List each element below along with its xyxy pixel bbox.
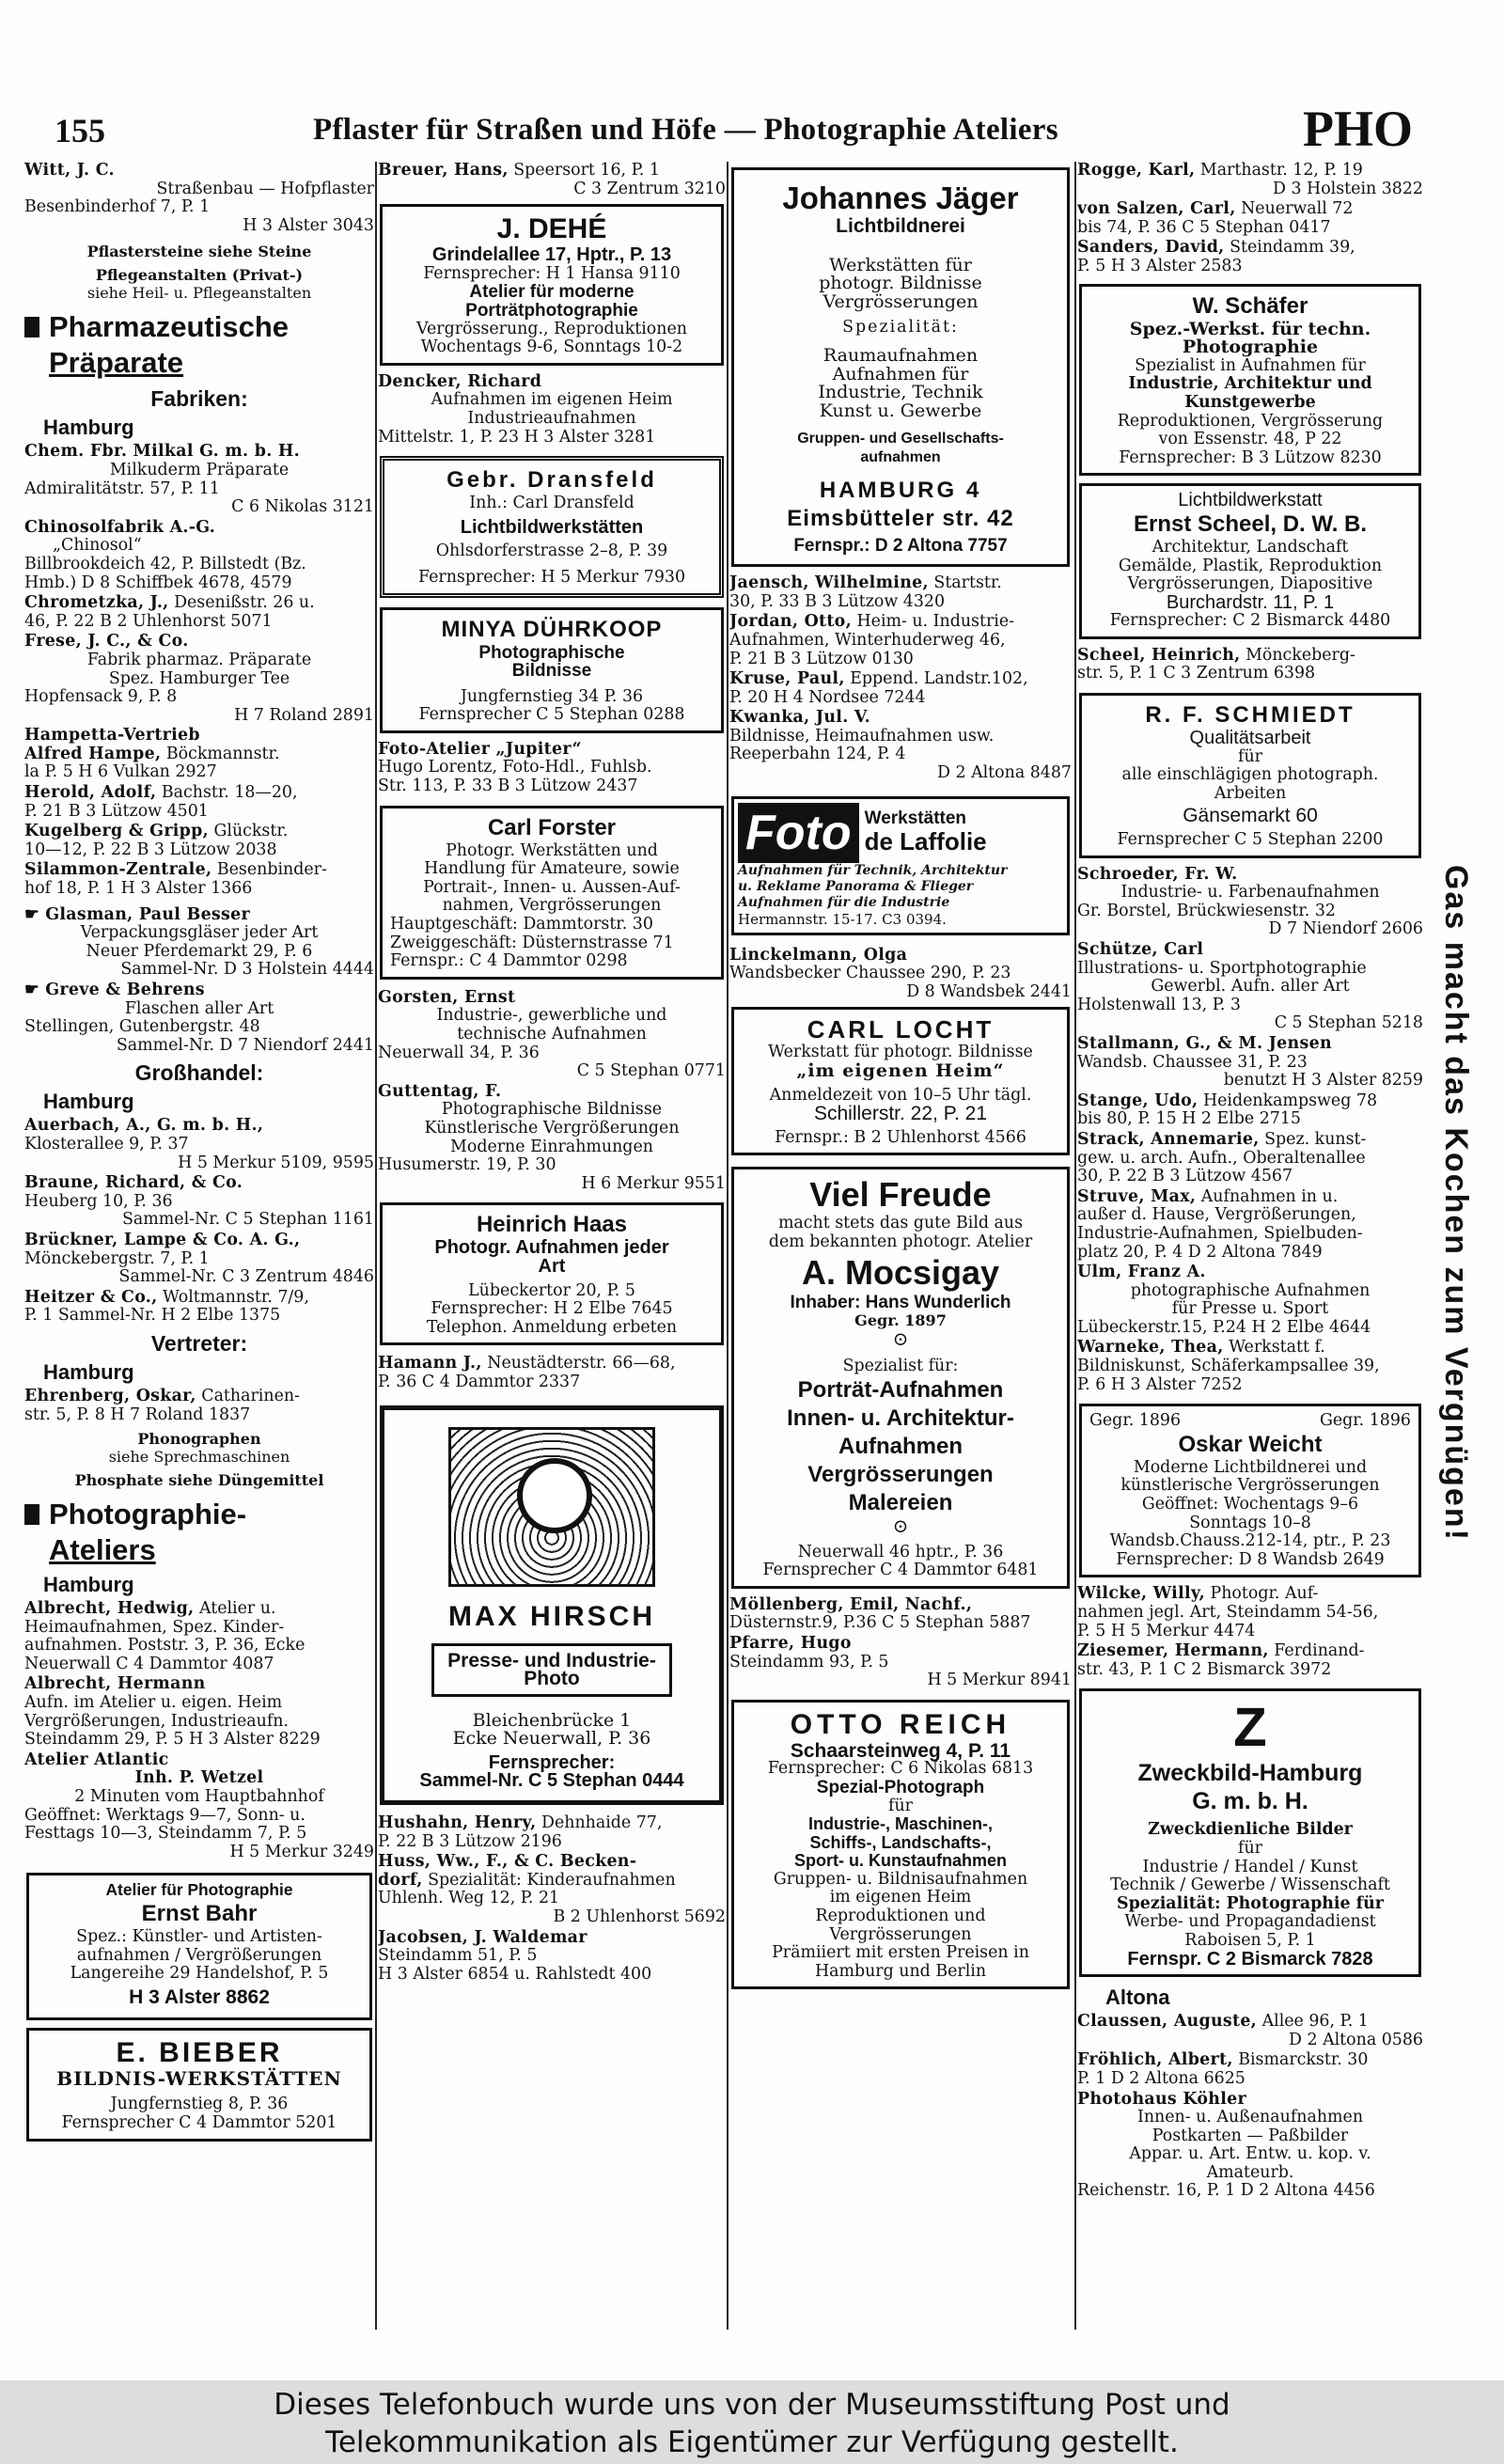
listing-entry: Jaensch, Wilhelmine, Startstr. 30, P. 33 B 3 Lützow 4320 [729, 573, 1002, 611]
circle-ornament-icon: ⊙ [892, 1326, 909, 1350]
section-heading: Photographie- Ateliers [24, 1497, 374, 1568]
cross-reference: Pflastersteine siehe Steine [86, 243, 312, 261]
sun-logo-icon [448, 1427, 655, 1587]
listing-entry: Strack, Annemarie, Spez. kunst- gew. u. arch. Aufn., Oberaltenallee 30, P. 22 B 3 Lützow 4567 [1077, 1129, 1367, 1186]
advertisement-box: Gebr. Dransfeld Inh.: Carl Dransfeld Lichtbildwerkstätten Ohlsdorferstrasse 2–8, P. 39 Fernsprecher: H 5 Merkur 7930 [380, 456, 724, 597]
advertisement-box: Heinrich Haas Photogr. Aufnahmen jeder Art Lübeckertor 20, P. 5 Fernsprecher: H 2 Elbe 7645 Telephon. Anmeldung erbeten [380, 1202, 724, 1345]
listing-entry: Hampetta-Vertrieb Alfred Hampe, Böckmannstr. la P. 5 H 6 Vulkan 2927 [24, 726, 280, 782]
listing-entry: Kwanka, Jul. V. Bildnisse, Heimaufnahmen usw. Reeperbahn 124, P. 4 D 2 Altona 8487 [729, 708, 1072, 783]
listing-entry: Hushahn, Henry, Dehnhaide 77, P. 22 B 3 Lützow 2196 [378, 1813, 663, 1851]
advertisement-box: R. F. SCHMIEDT Qualitätsarbeit für alle einschlägigen photograph. Arbeiten Gänsemarkt 60 Fernsprecher C 5 Stephan 2200 [1079, 693, 1421, 858]
listing-entry: ☛ Greve & Behrens Flaschen aller Art Stellingen, Gutenbergstr. 48 Sammel-Nr. D 7 Niendorf 2441 [24, 981, 374, 1055]
cross-reference: Pflegeanstalten (Privat-) [95, 266, 304, 285]
advertisement-box: Atelier für Photographie Ernst Bahr Spez.: Künstler- und Artisten- aufnahmen / Vergrößerungen Langereihe 29 Handelshof, P. 5 H 3 Alster 8862 [26, 1873, 372, 2019]
listing-entry: Stange, Udo, Heidenkampsweg 78 bis 80, P. 15 H 2 Elbe 2715 [1077, 1091, 1378, 1129]
listing-entry: Stallmann, G., & M. Jensen Wandsb. Chaussee 31, P. 23 benutzt H 3 Alster 8259 [1077, 1033, 1423, 1091]
advertisement-box: E. BIEBER BILDNIS-WERKSTÄTTEN Jungfernstieg 8, P. 36 Fernsprecher C 4 Dammtor 5201 [26, 2028, 372, 2142]
advertisement-box: J. DEHÉ Grindelallee 17, Hptr., P. 13 Fernsprecher: H 1 Hansa 9110 Atelier für moderne Porträtphotographie Vergrösserung., Reproduktionen Wochentags 9-6, Sonntags 10-2 [380, 204, 724, 366]
listing-entry: Wilcke, Willy, Photogr. Auf- nahmen jegl. Art, Steindamm 54-56, P. 5 H 5 Merkur 4474 [1077, 1584, 1379, 1640]
listing-entry: Schroeder, Fr. W. Industrie- u. Farbenaufnahmen Gr. Borstel, Brückwiesenstr. 32 D 7 Niendorf 2606 [1077, 864, 1423, 939]
advertisement-box: OTTO REICH Schaarsteinweg 4, P. 11 Fernsprecher: C 6 Nikolas 6813 Spezial-Photograph für Industrie-, Maschinen-, Schiffs-, Landschafts-, Sport- u. Kunstaufnahmen Gruppen- u. Bildnisaufnahmen im eigenen Heim Reproduktionen und Vergrösserungen Prämiiert mit ersten Preisen in Hamburg und Berlin [731, 1700, 1070, 1990]
listing-entry: Witt, J. C. Straßenbau — Hofpflaster Besenbinderhof 7, P. 1 H 3 Alster 3043 [24, 162, 374, 235]
square-bullet-icon [24, 317, 39, 337]
listing-entry: Jacobsen, J. Waldemar Steindamm 51, P. 5 H 3 Alster 6854 u. Rahlstedt 400 [378, 1927, 652, 1984]
column-divider [1074, 162, 1076, 2330]
listing-entry: Claussen, Auguste, Allee 96, P. 1 D 2 Altona 0586 [1077, 2012, 1423, 2049]
listing-entry: Ziesemer, Hermann, Ferdinand- str. 43, P. 1 C 2 Bismarck 3972 [1077, 1641, 1365, 1679]
listing-entry: Braune, Richard, & Co. Heuberg 10, P. 36 Sammel-Nr. C 5 Stephan 1161 [24, 1173, 374, 1230]
listing-entry: Auerbach, A., G. m. b. H., Klosterallee 9, P. 37 H 5 Merkur 5109, 9595 [24, 1116, 374, 1172]
listing-entry: Ehrenberg, Oskar, Catharinen- str. 5, P. 8 H 7 Roland 1837 [24, 1386, 300, 1424]
column-divider [375, 162, 377, 2330]
circle-ornament-icon: ⊙ [892, 1514, 909, 1537]
listing-entry: ☛ Glasman, Paul Besser Verpackungsgläser jeder Art Neuer Pferdemarkt 29, P. 6 Sammel-Nr. D 3 Holstein 4444 [24, 904, 374, 980]
listing-entry: Heitzer & Co., Woltmannstr. 7/9, P. 1 Sammel-Nr. H 2 Elbe 1375 [24, 1287, 309, 1326]
listing-entry: Chrometzka, J., Desenißstr. 26 u. 46, P. 22 B 2 Uhlenhorst 5071 [24, 593, 315, 631]
advertisement-box: CARL LOCHT Werkstatt für photogr. Bildnisse „im eigenen Heim“ Anmeldezeit von 10–5 Uhr tägl. Schillerstr. 22, P. 21 Fernspr.: B 2 Uhlenhorst 4566 [731, 1007, 1070, 1155]
pointing-hand-icon: ☛ [24, 904, 46, 924]
listing-entry: Linckelmann, Olga Wandsbecker Chaussee 290, P. 23 D 8 Wandsbek 2441 [729, 945, 1072, 1001]
advertisement-box: Gegr. 1896 Gegr. 1896 Oskar Weicht Moderne Lichtbildnerei und künstlerische Vergrösserungen Geöffnet: Wochentags 9–6 Sonntags 10–8 Wandsb.Chauss.212-14, ptr., P. 23 Fernsprecher: D 8 Wandsb 2649 [1079, 1404, 1421, 1577]
column-2 [378, 162, 726, 2330]
circle-emblem-icon [517, 1458, 592, 1533]
listing-entry: Gorsten, Ernst Industrie-, gewerbliche und technische Aufnahmen Neuerwall 34, P. 36 C 5 Stephan 0771 [378, 987, 726, 1081]
listing-entry: Pfarre, Hugo Steindamm 93, P. 5 H 5 Merkur 8941 [729, 1633, 1072, 1690]
listing-entry: Struve, Max, Aufnahmen in u. außer d. Hause, Vergrößerungen, Industrie-Aufnahmen, Spielbuden- platz 20, P. 4 D 2 Altona 7849 [1077, 1186, 1363, 1262]
listing-entry: Hamann J., Neustädterstr. 66—68, P. 36 C 4 Dammtor 2337 [378, 1354, 676, 1391]
column-3 [729, 162, 1072, 2330]
pointing-hand-icon: ☛ [24, 981, 46, 999]
listing-entry: Warneke, Thea, Werkstatt f. Bildniskunst, Schäferkampsallee 39, P. 6 H 3 Alster 7252 [1077, 1338, 1380, 1394]
page-title: Pflaster für Straßen und Höfe — Photographie Ateliers [313, 113, 1058, 147]
listing-entry: Frese, J. C., & Co. Fabrik pharmaz. Präparate Spez. Hamburger Tee Hopfensack 9, P. 8 H 7 Roland 2891 [24, 632, 374, 725]
listing-entry: Rogge, Karl, Marthastr. 12, P. 19 D 3 Holstein 3822 [1077, 162, 1423, 198]
listing-entry: Ulm, Franz A. photographische Aufnahmen für Presse u. Sport Lübeckerstr.15, P.24 H 2 Elbe 4644 [1077, 1263, 1371, 1337]
listing-entry: Chem. Fbr. Milkal G. m. b. H. Milkuderm Präparate Admiralitätstr. 57, P. 11 C 6 Nikolas 3121 [24, 442, 374, 517]
listing-entry: Herold, Adolf, Bachstr. 18—20, P. 21 B 3 Lützow 4501 [24, 783, 298, 821]
listing-entry: Albrecht, Hermann Aufn. im Atelier u. eigen. Heim Vergrößerungen, Industrieaufn. Steindamm 29, P. 5 H 3 Alster 8229 [24, 1674, 321, 1750]
vertical-slogan: Gas macht das Kochen zum Vergnügen! [1438, 865, 1474, 1542]
listing-entry: von Salzen, Carl, Neuerwall 72 bis 74, P. 36 C 5 Stephan 0417 [1077, 199, 1354, 237]
listing-entry: Brückner, Lampe & Co. A. G., Mönckebergstr. 7, P. 1 Sammel-Nr. C 3 Zentrum 4846 [24, 1230, 374, 1287]
listing-entry: Dencker, Richard Aufnahmen im eigenen Heim Industrieaufnahmen Mittelstr. 1, P. 23 H 3 Alster 3281 [378, 371, 673, 447]
listing-entry: Kugelberg & Gripp, Glückstr. 10—12, P. 22 B 3 Lützow 2038 [24, 822, 289, 859]
listing-entry: Foto-Atelier „Jupiter“ Hugo Lorentz, Foto-Hdl., Fuhlsb. Str. 113, P. 33 B 3 Lützow 2437 [378, 739, 652, 796]
page-header [55, 101, 1413, 157]
cross-reference: Phosphate siehe Düngemittel [74, 1471, 324, 1490]
column-divider [727, 162, 728, 2330]
listing-entry: Atelier Atlantic Inh. P. Wetzel 2 Minuten vom Hauptbahnhof Geöffnet: Werktags 9—7, Sonn- u. Festtags 10—3, Steindamm 7, P. 5 H 5 Merkur 3249 [24, 1750, 374, 1861]
square-bullet-icon [24, 1504, 39, 1525]
cross-reference: Phonographen [137, 1430, 261, 1449]
advertisement-box: Z Zweckbild-Hamburg G. m. b. H. Zweckdienliche Bilder für Industrie / Handel / Kunst Technik / Gewerbe / Wissenschaft Spezialität: Photographie für Werbe- und Propagandadienst Raboisen 5, P. 1 Fernspr. C 2 Bismarck 7828 [1079, 1688, 1421, 1977]
listing-entry: Scheel, Heinrich, Mönckeberg- str. 5, P. 1 C 3 Zentrum 6398 [1077, 645, 1355, 683]
listing-entry: Photohaus Köhler Innen- u. Außenaufnahmen Postkarten — Paßbilder Appar. u. Art. Entw. u. kop. v. Amateurb. Reichenstr. 16, P. 1 D 2 Altona 4456 [1077, 2089, 1375, 2201]
listing-entry: Schütze, Carl Illustrations- u. Sportphotographie Gewerbl. Aufn. aller Art Holstenwall 13, P. 3 C 5 Stephan 5218 [1077, 940, 1423, 1033]
advertisement-box: Lichtbildwerkstatt Ernst Scheel, D. W. B. Architektur, Landschaft Gemälde, Plastik, Reproduktion Vergrösserungen, Diapositive Burchardstr. 11, P. 1 Fernsprecher: C 2 Bismarck 4480 [1079, 483, 1421, 639]
listing-entry: Kruse, Paul, Eppend. Landstr.102, P. 20 H 4 Nordsee 7244 [729, 669, 1028, 707]
advertisement-box: W. Schäfer Spez.-Werkst. für techn. Photographie Spezialist in Aufnahmen für Industrie, Architektur und Kunstgewerbe Reproduktionen, Vergrösserung von Essenstr. 48, P 22 Fernsprecher: B 3 Lützow 8230 [1079, 284, 1421, 477]
listing-entry: Jordan, Otto, Heim- u. Industrie- Aufnahmen, Winterhuderweg 46, P. 21 B 3 Lützow 0130 [729, 612, 1015, 668]
section-key: PHO [1303, 101, 1413, 157]
listing-entry: Möllenberg, Emil, Nachf., Düsternstr.9, P.36 C 5 Stephan 5887 [729, 1594, 1031, 1633]
archive-footer: Dieses Telefonbuch wurde uns von der Museumsstiftung Post und Telekommunikation als Eigentümer zur Verfügung gestellt. [0, 2380, 1504, 2464]
advertisement-box: MINYA DÜHRKOOP Photographische Bildnisse Jungfernstieg 34 P. 36 Fernsprecher C 5 Stephan 0288 [380, 607, 724, 733]
page-number: 155 [55, 112, 105, 149]
listing-entry: Silammon-Zentrale, Besenbinder- hof 18, P. 1 H 3 Alster 1366 [24, 860, 327, 899]
listing-entry: Albrecht, Hedwig, Atelier u. Heimaufnahmen, Spez. Kinder- aufnahmen. Poststr. 3, P. 36, Ecke Neuerwall C 4 Dammtor 4087 [24, 1599, 306, 1673]
advertisement-box: Viel Freude macht stets das gute Bild aus dem bekannten photogr. Atelier A. Mocsigay Inhaber: Hans Wunderlich Gegr. 1897 ⊙ Spezialist für: Porträt-Aufnahmen Innen- u. Architektur- Aufnahmen Vergrösserungen Malereien ⊙ Neuerwall 46 hptr., P. 36 Fernsprecher C 4 Dammtor 6481 [731, 1167, 1070, 1588]
zweckbild-logo: Z [1233, 1697, 1267, 1759]
listing-entry: Breuer, Hans, Speersort 16, P. 1 C 3 Zentrum 3210 [378, 162, 726, 198]
column-1: Witt, J. C. Straßenbau — Hofpflaster Besenbinderhof 7, P. 1 H 3 Alster 3043 Pflastersteine siehe Steine Pflegeanstalten (Privat-) siehe Heil- u. Pflegeanstalten Pharmazeutische Präparate Fabriken: Hamburg Chem. Fbr. Milkal G. m. b. H. Milkuderm Präparate Admiralitätstr. 57, P. 11 C 6 Nikolas 3121 Chinosolfabrik A.-G. „Chinosol“ Billbrookdeich 42, P. Billstedt (Bz. Hmb.) D 8 Schiffbek 4678, 4579 Chrometzka, J., Desenißstr. 26 u. 46, P. 22 B 2 Uhlenhorst 5071 Frese, J. C., & Co. Fabrik pharmaz. Präparate Spez. Hamburger Tee Hopfensack 9, P. 8 H 7 Roland 2891 Hampetta-Vertrieb Alfred Hampe, Böckmannstr. la P. 5 H 6 Vulkan 2927 Herold, Adolf, Bachstr. 18—20, P. 21 B 3 Lützow 4501 Kugelberg & Gripp, Glückstr. 10—12, P. 22 B 3 Lützow 2038 Silammon-Zentrale, Besenbinder- hof 18, P. 1 H 3 Alster 1366 ☛ Glasman, Paul Besser Verpackungsgläser jeder Art Neuer Pferdemarkt 29, P. 6 Sammel-Nr. D 3 Holstein 4444 ☛ Greve & Behrens Flaschen aller Art Stellingen, Gutenbergstr. 48 Sammel-Nr. D 7 Niendorf 2441 Großhandel: Hamburg Auerbach, A., G. m. b. H., Klosterallee 9, P. 37 H 5 Merkur 5109, 9595 Braune, Richard, & Co. Heuberg 10, P. 36 Sammel-Nr. C 5 Stephan 1161 Brückner, Lampe & Co. A. G., Mönckebergstr. 7, P. 1 Sammel-Nr. C 3 Zentrum 4846 Heitzer & Co., Woltmannstr. 7/9, P. 1 Sammel-Nr. H 2 Elbe 1375 Vertreter: Hamburg Ehrenberg, Oskar, Catharinen- str. 5, P. 8 H 7 Roland 1837 Phonographen siehe Sprechmaschinen Phosphate siehe Düngemittel Photographie- Ateliers Hamburg Albrecht, Hedwig, Atelier u. Heimaufnahmen, Spez. Kinder- aufnahmen. Poststr. 3, P. 36, Ecke Neuerwall C 4 Dammtor 4087 Albrecht, Hermann Aufn. im Atelier u. eigen. Heim Vergrößerungen, Industrieaufn. Steindamm 29, P. 5 H 3 Alster 8229 Atelier Atlantic Inh. P. Wetzel 2 Minuten vom Hauptbahnhof Geöffnet: Werktags 9—7, Sonn- u. Festtags 10—3, Steindamm 7, P. 5 H 5 Merkur 3249 Atelier für Photographie Ernst Bahr Spez.: Künstler- und Artisten- aufnahmen / Vergrößerungen Langereihe 29 Handelshof, P. 5 H 3 Alster 8862 E. BIEBER BILDNIS-WERKSTÄTTEN Jungfernstieg 8, P. 36 Fernsprecher C 4 Dammtor 5201 [24, 162, 374, 2330]
advertisement-box: MAX HIRSCH Presse- und Industrie- Photo Bleichenbrücke 1 Ecke Neuerwall, P. 36 Fernsprecher: Sammel-Nr. C 5 Stephan 0444 [380, 1405, 724, 1806]
column-4: Rogge, Karl, Marthastr. 12, P. 19 D 3 Holstein 3822 von Salzen, Carl, Neuerwall 72 bis 74, P. 36 C 5 Stephan 0417 Sanders, David, Steindamm 39, P. 5 H 3 Alster 2583 W. Schäfer Spez.-Werkst. für techn. Photographie Spezialist in Aufnahmen für Industrie, Architektur und Kunstgewerbe Reproduktionen, Vergrösserung von Essenstr. 48, P 22 Fernsprecher: B 3 Lützow 8230 Lichtbildwerkstatt Ernst Scheel, D. W. B. Architektur, Landschaft Gemälde, Plastik, Reproduktion Vergrösserungen, Diapositive Burchardstr. 11, P. 1 Fernsprecher: C 2 Bismarck 4480 Scheel, Heinrich, Mönckeberg- str. 5, P. 1 C 3 Zentrum 6398 R. F. SCHMIEDT Qualitätsarbeit für alle einschlägigen photograph. Arbeiten Gänsemarkt 60 Fernsprecher C 5 Stephan 2200 Schroeder, Fr. W. Industrie- u. Farbenaufnahmen Gr. Borstel, Brückwiesenstr. 32 D 7 Niendorf 2606 Schütze, Carl Illustrations- u. Sportphotographie Gewerbl. Aufn. aller Art Holstenwall 13, P. 3 C 5 Stephan 5218 Stallmann, G., & M. Jensen Wandsb. Chaussee 31, P. 23 benutzt H 3 Alster 8259 Stange, Udo, Heidenkampsweg 78 bis 80, P. 15 H 2 Elbe 2715 Strack, Annemarie, Spez. kunst- gew. u. arch. Aufn., Oberaltenallee 30, P. 22 B 3 Lützow 4567 Struve, Max, Aufnahmen in u. außer d. Hause, Vergrößerungen, Industrie-Aufnahmen, Spielbuden- platz 20, P. 4 D 2 Altona 7849 Ulm, Franz A. photographische Aufnahmen für Presse u. Sport Lübeckerstr.15, P.24 H 2 Elbe 4644 Warneke, Thea, Werkstatt f. Bildniskunst, Schäferkampsallee 39, P. 6 H 3 Alster 7252 Gegr. 1896 Gegr. 1896 Oskar Weicht Moderne Lichtbildnerei und künstlerische Vergrösserungen Geöffnet: Wochentags 9–6 Sonntags 10–8 Wandsb.Chauss.212-14, ptr., P. 23 Fernsprecher: D 8 Wandsb 2649 Wilcke, Willy, Photogr. Auf- nahmen jegl. Art, Steindamm 54-56, P. 5 H 5 Merkur 4474 Ziesemer, Hermann, Ferdinand- str. 43, P. 1 C 2 Bismarck 3972 Z Zweckbild-Hamburg G. m. b. H. Zweckdienliche Bilder für Industrie / Handel / Kunst Technik / Gewerbe / Wissenschaft Spezialität: Photographie für Werbe- und Propagandadienst Raboisen 5, P. 1 Fernspr. C 2 Bismarck 7828 Altona Claussen, Auguste, Allee 96, P. 1 D 2 Altona 0586 Fröhlich, Albert, Bismarckstr. 30 P. 1 D 2 Altona 6625 Photohaus Köhler Innen- u. Außenaufnahmen Postkarten — Paßbilder Appar. u. Art. Entw. u. kop. v. Amateurb. Reichenstr. 16, P. 1 D 2 Altona 4456 [1077, 162, 1423, 2201]
listing-entry: Fröhlich, Albert, Bismarckstr. 30 P. 1 D 2 Altona 6625 [1077, 2050, 1369, 2088]
section-heading: Pharmazeutische Präparate [24, 309, 374, 381]
listing-entry: Chinosolfabrik A.-G. „Chinosol“ Billbrookdeich 42, P. Billstedt (Bz. Hmb.) D 8 Schiffbek 4678, 4579 [24, 517, 306, 592]
advertisement-box: Johannes Jäger Lichtbildnerei Werkstätten für photogr. Bildnisse Vergrösserungen Spezialität: Raumaufnahmen Aufnahmen für Industrie, Technik Kunst u. Gewerbe Gruppen- und Gesellschafts- aufnahmen HAMBURG 4 Eimsbütteler str. 42 Fernspr.: D 2 Altona 7757 [731, 167, 1070, 567]
advertisement-box: Carl Forster Photogr. Werkstätten und Handlung für Amateure, sowie Portrait-, Innen- u. Aussen-Auf- nahmen, Vergrösserungen Hauptgeschäft: Dammtorstr. 30 Zweiggeschäft: Düsternstrasse 71 Fernspr.: C 4 Dammtor 0298 [380, 806, 724, 980]
listing-entry: Huss, Ww., F., & C. Becken- dorf, Spezialität: Kinderaufnahmen Uhlenh. Weg 12, P. 21 B 2 Uhlenhorst 5692 [378, 1852, 726, 1927]
listing-entry: Sanders, David, Steindamm 39, P. 5 H 3 Alster 2583 [1077, 238, 1355, 275]
listing-entry: Guttentag, F. Photographische Bildnisse Künstlerische Vergrößerungen Moderne Einrahmungen Husumerstr. 19, P. 30 H 6 Merkur 9551 [378, 1081, 726, 1193]
advertisement-box: Foto Werkstätten de Laffolie Aufnahmen für Technik, Architektur u. Reklame Panorama & Flieger Aufnahmen für die Industrie Hermannstr. 15-17. C3 0394. [731, 796, 1070, 935]
